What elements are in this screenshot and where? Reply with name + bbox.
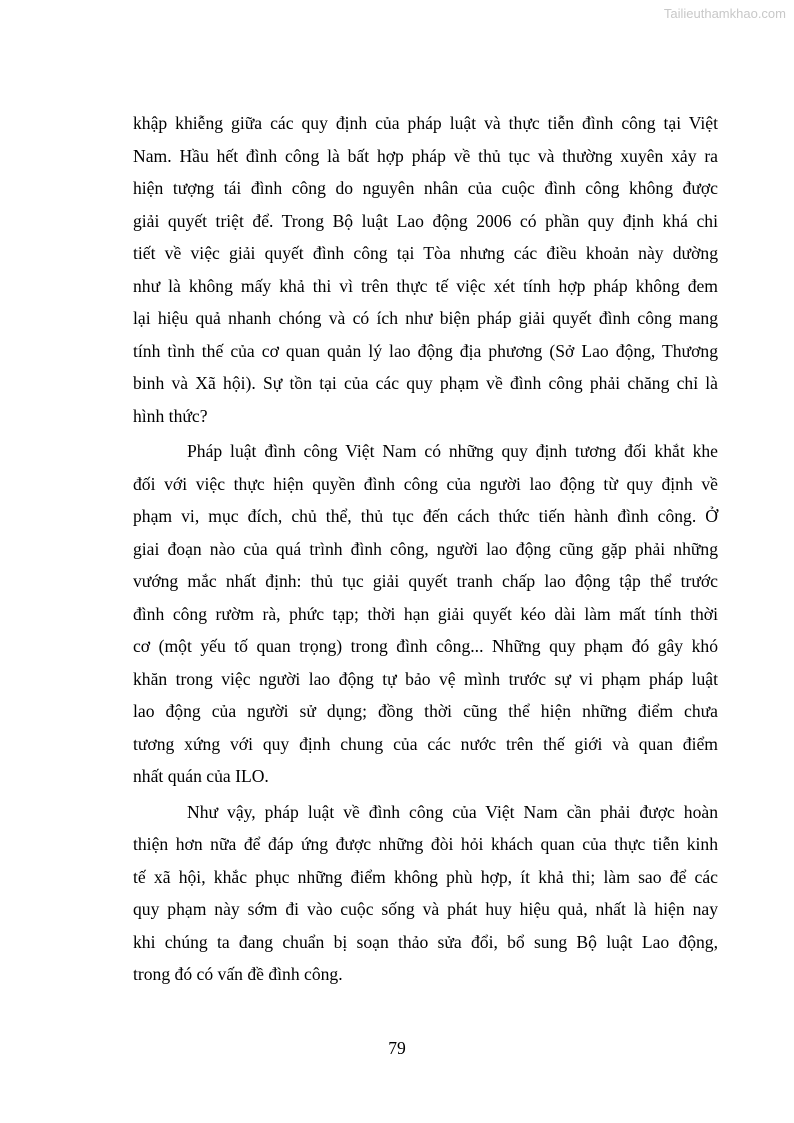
paragraph-line: giải quyết triệt để. Trong Bộ luật Lao động 2006 có phần quy định khá chi [133,210,718,231]
paragraph-line: khăn trong việc người lao động tự bảo vệ mình trước sự vi phạm pháp luật [133,668,718,689]
paragraph-line: tương xứng với quy định chung của các nước trên thế giới và quan điểm [133,733,718,754]
paragraph-line: tiết về việc giải quyết đình công tại Tòa nhưng các điều khoản này dường [133,243,718,263]
paragraph-line: phạm vi, mục đích, chủ thể, thủ tục đến cách thức tiến hành đình công. Ở [133,506,718,526]
paragraph-line: tính tình thế của cơ quan quản lý lao động địa phương (Sở Lao động, Thương [133,340,718,361]
paragraph-line: giai đoạn nào của quá trình đình công, người lao động cũng gặp phải những [133,538,718,559]
paragraph-2 [133,435,718,793]
paragraph-line: tế xã hội, khắc phục những điểm không phù hợp, ít khả thi; làm sao để các [133,866,718,887]
paragraph-line: quy phạm này sớm đi vào cuộc sống và phát huy hiệu quả, nhất là hiện nay [133,899,718,919]
paragraph-line: lại hiệu quả nhanh chóng và có ích như biện pháp giải quyết đình công mang [133,308,718,328]
paragraph-line: khi chúng ta đang chuẩn bị soạn thảo sửa đổi, bổ sung Bộ luật Lao động, [133,931,718,952]
paragraph-line: thiện hơn nữa để đáp ứng được những đòi hỏi khách quan của thực tiễn kinh [133,834,718,854]
page-number: 79 [388,1038,406,1058]
paragraph-line: nhất quán của ILO. [133,766,269,786]
document-body [133,107,718,994]
paragraph-line: Pháp luật đình công Việt Nam có những quy định tương đối khắt khe [187,441,718,461]
paragraph-line: Nam. Hầu hết đình công là bất hợp pháp về thủ tục và thường xuyên xảy ra [133,145,718,166]
paragraph-line: lao động của người sử dụng; đồng thời cũng thể hiện những điểm chưa [133,701,718,721]
paragraph-line: cơ (một yếu tố quan trọng) trong đình công... Những quy phạm đó gây khó [133,636,718,656]
paragraph-line: hình thức? [133,405,208,426]
paragraph-line: đối với việc thực hiện quyền đình công của người lao động từ quy định về [133,473,718,494]
paragraph-line: như là không mấy khả thi vì trên thực tế việc xét tính hợp pháp không đem [133,275,718,296]
paragraph-line: vướng mắc nhất định: thủ tục giải quyết tranh chấp lao động tập thể trước [133,571,718,591]
paragraph-line: binh và Xã hội). Sự tồn tại của các quy phạm về đình công phải chăng chỉ là [133,373,718,393]
paragraph-line: đình công rườm rà, phức tạp; thời hạn giải quyết kéo dài làm mất tính thời [133,603,718,624]
paragraph-1 [133,107,718,432]
paragraph-3 [133,796,718,991]
paragraph-line: hiện tượng tái đình công do nguyên nhân của cuộc đình công không được [133,178,718,198]
paragraph-line: Như vậy, pháp luật về đình công của Việt Nam cần phải được hoàn [187,801,718,822]
paragraph-line: khập khiễng giữa các quy định của pháp luật và thực tiễn đình công tại Việt [133,113,718,133]
watermark: Tailieuthamkhao.com [663,6,786,21]
paragraph-line: trong đó có vấn đề đình công. [133,964,343,984]
